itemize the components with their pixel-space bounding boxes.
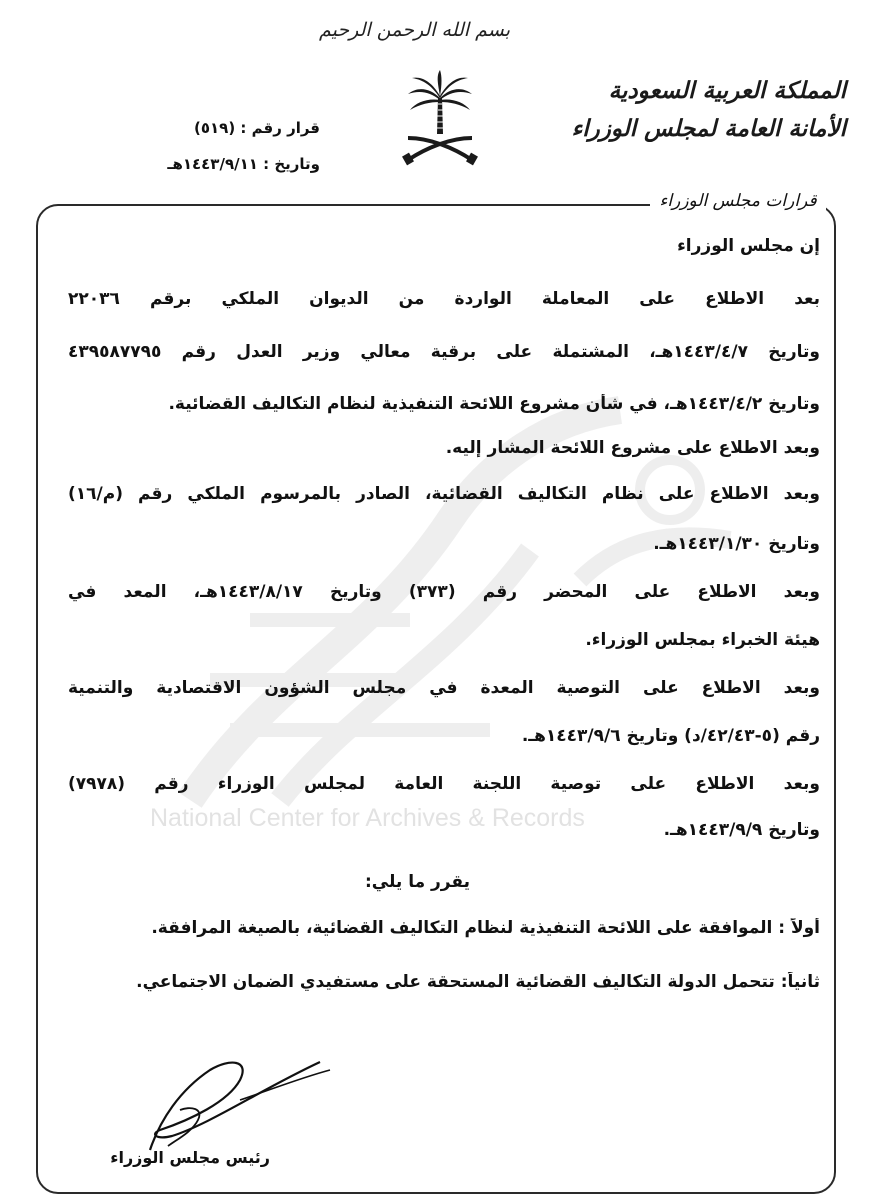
decision-number: قرار رقم : (٥١٩) — [194, 119, 320, 137]
decision-item: أولاً : الموافقة على اللائحة التنفيذية لنظام التكاليف القضائية، بالصيغة المرافقة. — [151, 918, 820, 938]
paragraph-line: وبعد الاطلاع على التوصية المعدة في مجلس الشؤون الاقتصادية والتنمية — [68, 678, 820, 698]
decision-date: وتاريخ : ١٤٤٣/٩/١١هـ — [167, 155, 320, 173]
watermark-text: National Center for Archives & Records — [150, 804, 585, 832]
paragraph-line: وتاريخ ١٤٤٣/٩/٩هـ. — [663, 820, 820, 840]
paragraph-line: وتاريخ ١٤٤٣/١/٣٠هـ. — [653, 534, 820, 554]
signature-icon — [120, 1050, 340, 1160]
signatory-title: رئيس مجلس الوزراء — [110, 1148, 270, 1167]
saudi-emblem-icon — [400, 68, 480, 168]
opening-line: إن مجلس الوزراء — [677, 236, 820, 256]
paragraph-line: رقم (٥-٤٢/٤٣/د) وتاريخ ١٤٤٣/٩/٦هـ. — [521, 726, 820, 746]
paragraph-line: وتاريخ ١٤٤٣/٤/٧هـ، المشتملة على برقية معالي وزير العدل رقم ٤٣٩٥٨٧٧٩٥ — [68, 342, 820, 362]
paragraph-line: وبعد الاطلاع على المحضر رقم (٣٧٣) وتاريخ ١٤٤٣/٨/١٧هـ، المعد في — [68, 582, 820, 602]
decision-meta — [110, 110, 320, 182]
paragraph-line: وبعد الاطلاع على توصية اللجنة العامة لمجلس الوزراء رقم (٧٩٧٨) — [68, 774, 820, 794]
paragraph-line: وبعد الاطلاع على نظام التكاليف القضائية، الصادر بالمرسوم الملكي رقم (م/١٦) — [68, 484, 820, 504]
section-label: قرارات مجلس الوزراء — [650, 186, 826, 216]
paragraph-line: بعد الاطلاع على المعاملة الواردة من الديوان الملكي برقم ٢٢٠٣٦ — [68, 289, 820, 309]
country-name: المملكة العربية السعودية — [608, 77, 846, 104]
basmala-calligraphy: بسم الله الرحمن الرحيم — [319, 19, 510, 41]
letterhead — [571, 72, 846, 148]
decides-heading: يقرر ما يلي: — [364, 872, 470, 892]
decision-item: ثانياً: تتحمل الدولة التكاليف القضائية المستحقة على مستفيدي الضمان الاجتماعي. — [136, 972, 820, 992]
paragraph-line: وبعد الاطلاع على مشروع اللائحة المشار إليه. — [445, 438, 820, 458]
department-name: الأمانة العامة لمجلس الوزراء — [571, 115, 846, 142]
paragraph-line: هيئة الخبراء بمجلس الوزراء. — [585, 630, 820, 650]
paragraph-line: وتاريخ ١٤٤٣/٤/٢هـ، في شأن مشروع اللائحة التنفيذية لنظام التكاليف القضائية. — [168, 394, 820, 414]
